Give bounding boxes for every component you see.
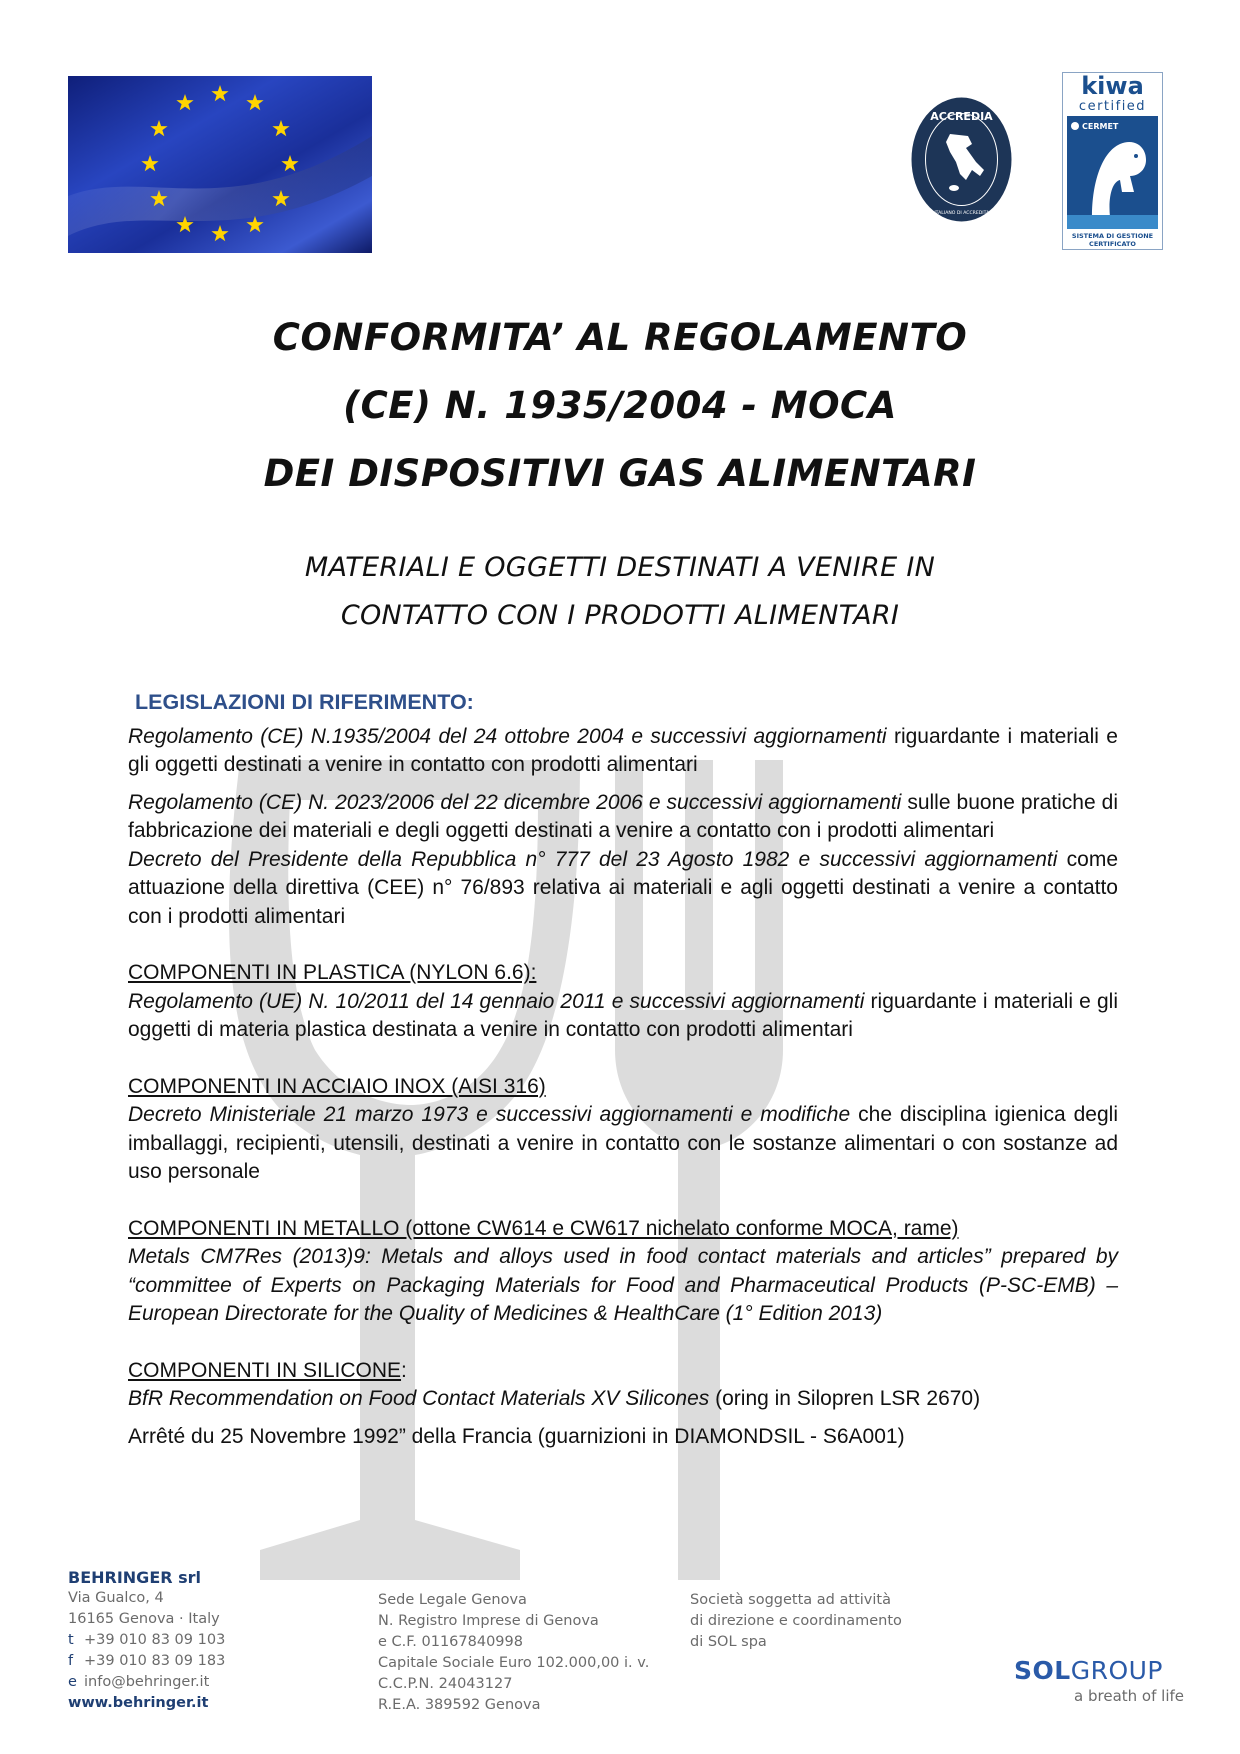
title-line-3: DEI DISPOSITIVI GAS ALIMENTARI	[263, 452, 977, 495]
footer-legal-block	[378, 1590, 678, 1716]
accredia-logo	[910, 96, 1013, 223]
accredia-name: ACCREDIA	[930, 110, 993, 123]
accredia-tagline: L'ENTE ITALIANO DI ACCREDITAMENTO	[917, 211, 1006, 216]
kiwa-caption-2: CERTIFICATO	[1089, 240, 1136, 248]
legislation-item: Decreto del Presidente della Repubblica n° 777 del 23 Agosto 1982 e successivi aggiornamenti come attuazione della direttiva (CEE) n° 76/893 relativa ai materiali e agli oggetti destinati a venire a contatto con i prodotti alimentari	[128, 847, 1119, 928]
society-line: di SOL spa	[690, 1634, 767, 1650]
address-line-2: 16165 Genova · Italy	[68, 1611, 220, 1627]
footer-company-block	[68, 1567, 328, 1714]
society-line: di direzione e coordinamento	[690, 1613, 902, 1629]
kiwa-caption-1: SISTEMA DI GESTIONE	[1071, 232, 1154, 240]
footer-society-block	[690, 1590, 990, 1653]
legal-line: Sede Legale Genova	[378, 1592, 527, 1608]
legal-line: e C.F. 01167840998	[378, 1634, 523, 1650]
steel-section-heading: COMPONENTI IN ACCIAIO INOX (AISI 316)	[128, 1074, 546, 1098]
solgroup-logo	[1014, 1656, 1184, 1705]
legal-line: Capitale Sociale Euro 102.000,00 i. v.	[378, 1655, 650, 1671]
legal-line: C.C.P.N. 24043127	[378, 1676, 513, 1692]
phone-line: t +39 010 83 09 103	[68, 1632, 226, 1648]
silicone-section-heading: COMPONENTI IN SILICONE:	[128, 1358, 407, 1382]
society-line: Società soggetta ad attività	[690, 1592, 891, 1608]
kiwa-certified: certified	[1078, 99, 1147, 114]
steel-section-text: Decreto Ministeriale 21 marzo 1973 e successivi aggiornamenti e modifiche che disciplina igienica degli imballaggi, recipienti, utensili, destinati a venire in contatto con le sostanze alimentari o con sostanze ad uso personale	[128, 1103, 1118, 1183]
website-link[interactable]: www.behringer.it	[68, 1695, 209, 1711]
subtitle-line-1: MATERIALI E OGGETTI DESTINATI A VENIRE IN	[304, 552, 936, 583]
legislation-item: Regolamento (CE) N. 2023/2006 del 22 dicembre 2006 e successivi aggiornamenti sulle buone pratiche di fabbricazione dei materiali e degli oggetti destinati a venire a contatto con i prodotti alimentari	[128, 790, 1118, 842]
subtitle-line-2: CONTATTO CON I PRODOTTI ALIMENTARI	[340, 600, 900, 631]
kiwa-certified-logo	[1062, 72, 1163, 250]
solgroup-tagline: a breath of life	[1074, 1687, 1184, 1705]
document-body	[128, 688, 1118, 1451]
legal-line: N. Registro Imprese di Genova	[378, 1613, 599, 1629]
legal-line: R.E.A. 389592 Genova	[378, 1697, 541, 1713]
metal-section-heading: COMPONENTI IN METALLO (ottone CW614 e CW617 nichelato conforme MOCA, rame)	[128, 1216, 959, 1240]
legislation-item: Regolamento (CE) N.1935/2004 del 24 ottobre 2004 e successivi aggiornamenti riguardante i materiali e gli oggetti destinati a venire in contatto con prodotti alimentari	[128, 724, 1118, 776]
silicone-section-extra: Arrêté du 25 Novembre 1992” della Francia (guarnizioni in DIAMONDSIL - S6A001)	[128, 1424, 905, 1448]
solgroup-wordmark: SOLGROUP	[1014, 1656, 1163, 1685]
kiwa-cermet: CERMET	[1082, 122, 1119, 131]
metal-section-text: Metals CM7Res (2013)9: Metals and alloys used in food contact materials and articles” prepared by “committee of Experts on Packaging Materials for Food and Pharmaceutical Products (P-SC-EMB) – European Directorate for the Quality of Medicines & HealthCare (1° Edition 2013)	[128, 1245, 1118, 1325]
title-line-1: CONFORMITA’ AL REGOLAMENTO	[272, 316, 968, 359]
title-line-2: (CE) N. 1935/2004 - MOCA	[343, 384, 897, 427]
eu-flag-icon	[68, 76, 372, 253]
company-name: BEHRINGER srl	[68, 1568, 202, 1587]
email-line[interactable]: e info@behringer.it	[68, 1674, 210, 1690]
address-line-1: Via Gualco, 4	[68, 1590, 164, 1606]
plastic-section-heading: COMPONENTI IN PLASTICA (NYLON 6.6):	[128, 961, 537, 984]
kiwa-brand: kiwa	[1081, 72, 1144, 100]
plastic-section-text: Regolamento (UE) N. 10/2011 del 14 gennaio 2011 e successivi aggiornamenti riguardante i materiali e gli oggetti di materia plastica destinata a venire in contatto con prodotti alimentari	[128, 989, 1118, 1041]
legislation-heading: LEGISLAZIONI DI RIFERIMENTO:	[135, 690, 474, 714]
fax-line: f +39 010 83 09 183	[68, 1653, 226, 1669]
silicone-section-text: BfR Recommendation on Food Contact Materials XV Silicones (oring in Silopren LSR 2670)	[128, 1387, 981, 1410]
